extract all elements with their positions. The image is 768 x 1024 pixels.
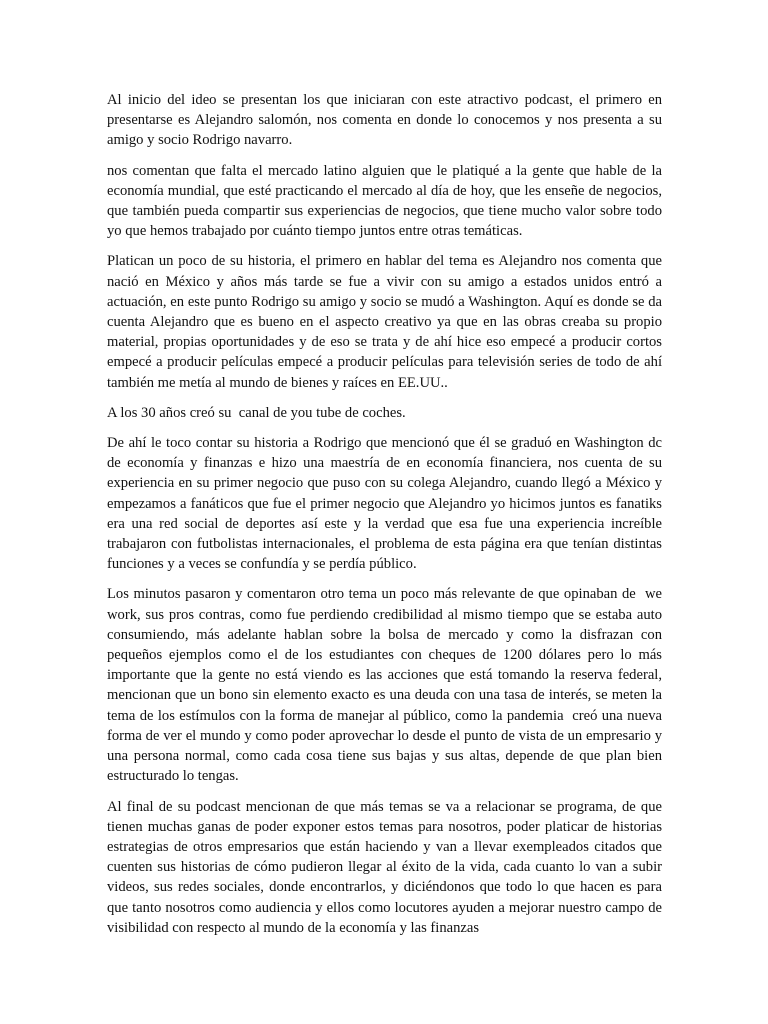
paragraph-4: A los 30 años creó su canal de you tube de coches. [107,404,406,421]
paragraph-6: Los minutos pasaron y comentaron otro tema un poco más relevante de que opinaban de we work, sus pros contras, como fue perdiendo credibilidad al mismo tiempo que se estaba auto consumiendo, más adelante hablan sobre la bolsa de mercado y como la disfrazan con pequeños ejemplos como el de los estudiantes con cheques de 1200 dólares pero lo más importante que la gente no está viendo es las acciones que está tomando la reserva federal, mencionan que un bono sin elemento exacto es una deuda con una tasa de interés, se meten la tema de los estímulos con la forma de manejar al público, como la pandemia creó una nueva forma de ver el mundo y como poder aprovechar lo desde el punto de vista de un empresario y una persona normal, como cada cosa tiene sus bajas y sus altas, depende de que plan bien estructurado lo tengas. [107,586,666,785]
paragraph-2: nos comentan que falta el mercado latino alguien que le platiqué a la gente que hable de la economía mundial, que esté practicando el mercado al día de hoy, que les enseñe de negocios, que también pueda compartir sus experiencias de negocios, que tiene mucho valor sobre todo yo que hemos trabajado por cuánto tiempo juntos entre otras temáticas. [107,162,666,240]
document-body [107,90,666,948]
paragraph-3: Platican un poco de su historia, el primero en hablar del tema es Alejandro nos comenta que nació en México y años más tarde se fue a vivir con su amigo a estados unidos entró a actuación, en este punto Rodrigo su amigo y socio se mudó a Washington. Aquí es donde se da cuenta Alejandro que es bueno en el aspecto creativo ya que en las obras creaba su propio material, propias oportunidades y de eso se trata y de ahí hice eso empecé a producir cortos empecé a producir películas empecé a producir películas para televisión series de todo de ahí también me metía al mundo de bienes y raíces en EE.UU.. [107,253,666,391]
paragraph-1: Al inicio del ideo se presentan los que iniciaran con este atractivo podcast, el primero en presentarse es Alejandro salomón, nos comenta en donde lo conocemos y nos presenta a su amigo y socio Rodrigo navarro. [107,92,666,149]
paragraph-5: De ahí le toco contar su historia a Rodrigo que mencionó que él se graduó en Washington dc de economía y finanzas e hizo una maestría de en economía financiera, nos cuenta de su experiencia en su primer negocio que puso con su colega Alejandro, cuando llegó a México y empezamos a fanáticos que fue el primer negocio que Alejandro yo hicimos juntos es fanatiks era una red social de deportes así este y la verdad que esa fue una experiencia increíble trabajaron con futbolistas internacionales, el problema de esta página era que tenían distintas funciones y a veces se confundía y se perdía público. [107,435,666,573]
paragraph-7: Al final de su podcast mencionan de que más temas se va a relacionar se programa, de que tienen muchas ganas de poder exponer estos temas para nosotros, poder platicar de historias estrategias de otros empresarios que están haciendo y van a llevar exempleados citados que cuenten sus historias de cómo pudieron llegar al éxito de la vida, cada cuanto lo van a subir videos, sus redes sociales, donde encontrarlos, y diciéndonos que todo lo que hacen es para que tanto nosotros como audiencia y ellos como locutores ayuden a mejorar nuestro campo de visibilidad con respecto al mundo de la economía y las finanzas [107,798,666,936]
